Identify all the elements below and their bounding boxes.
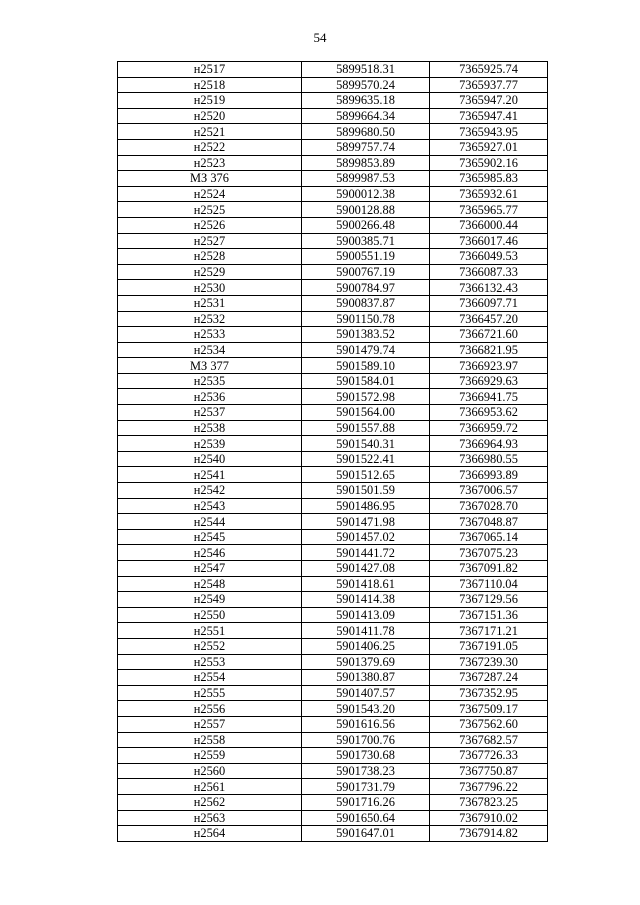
point-name-cell: н2517 bbox=[118, 62, 302, 78]
x-coordinate-cell: 5901572.98 bbox=[302, 389, 430, 405]
table-row bbox=[118, 638, 548, 654]
y-coordinate-cell: 7366980.55 bbox=[430, 451, 548, 467]
point-name-cell: н2546 bbox=[118, 545, 302, 561]
x-coordinate-cell: 5901716.26 bbox=[302, 794, 430, 810]
table-row bbox=[118, 264, 548, 280]
point-name-cell: н2534 bbox=[118, 342, 302, 358]
x-coordinate-cell: 5901486.95 bbox=[302, 498, 430, 514]
point-name-cell: н2527 bbox=[118, 233, 302, 249]
y-coordinate-cell: 7366087.33 bbox=[430, 264, 548, 280]
x-coordinate-cell: 5901380.87 bbox=[302, 670, 430, 686]
point-name-cell: н2535 bbox=[118, 373, 302, 389]
point-name-cell: н2537 bbox=[118, 405, 302, 421]
table-row bbox=[118, 826, 548, 842]
point-name-cell: н2531 bbox=[118, 295, 302, 311]
table-row bbox=[118, 529, 548, 545]
point-name-cell: н2554 bbox=[118, 670, 302, 686]
coordinates-table-body bbox=[118, 62, 548, 842]
x-coordinate-cell: 5901150.78 bbox=[302, 311, 430, 327]
point-name-cell: н2556 bbox=[118, 701, 302, 717]
y-coordinate-cell: 7367075.23 bbox=[430, 545, 548, 561]
point-name-cell: н2524 bbox=[118, 186, 302, 202]
y-coordinate-cell: 7367239.30 bbox=[430, 654, 548, 670]
table-row bbox=[118, 451, 548, 467]
x-coordinate-cell: 5899570.24 bbox=[302, 77, 430, 93]
y-coordinate-cell: 7367028.70 bbox=[430, 498, 548, 514]
table-row bbox=[118, 342, 548, 358]
y-coordinate-cell: 7366929.63 bbox=[430, 373, 548, 389]
point-name-cell: н2557 bbox=[118, 716, 302, 732]
point-name-cell: н2518 bbox=[118, 77, 302, 93]
point-name-cell: н2559 bbox=[118, 748, 302, 764]
y-coordinate-cell: 7366457.20 bbox=[430, 311, 548, 327]
y-coordinate-cell: 7366017.46 bbox=[430, 233, 548, 249]
x-coordinate-cell: 5901730.68 bbox=[302, 748, 430, 764]
table-row bbox=[118, 716, 548, 732]
y-coordinate-cell: 7367091.82 bbox=[430, 561, 548, 577]
x-coordinate-cell: 5901479.74 bbox=[302, 342, 430, 358]
table-row bbox=[118, 810, 548, 826]
table-row bbox=[118, 233, 548, 249]
table-row bbox=[118, 77, 548, 93]
point-name-cell: н2543 bbox=[118, 498, 302, 514]
table-row bbox=[118, 436, 548, 452]
x-coordinate-cell: 5901457.02 bbox=[302, 529, 430, 545]
x-coordinate-cell: 5900767.19 bbox=[302, 264, 430, 280]
point-name-cell: н2540 bbox=[118, 451, 302, 467]
table-row bbox=[118, 295, 548, 311]
x-coordinate-cell: 5901414.38 bbox=[302, 592, 430, 608]
y-coordinate-cell: 7367006.57 bbox=[430, 483, 548, 499]
point-name-cell: МЗ 376 bbox=[118, 171, 302, 187]
point-name-cell: н2548 bbox=[118, 576, 302, 592]
point-name-cell: н2525 bbox=[118, 202, 302, 218]
table-row bbox=[118, 155, 548, 171]
y-coordinate-cell: 7366953.62 bbox=[430, 405, 548, 421]
point-name-cell: н2528 bbox=[118, 249, 302, 265]
y-coordinate-cell: 7366821.95 bbox=[430, 342, 548, 358]
y-coordinate-cell: 7366959.72 bbox=[430, 420, 548, 436]
y-coordinate-cell: 7365925.74 bbox=[430, 62, 548, 78]
point-name-cell: н2526 bbox=[118, 217, 302, 233]
point-name-cell: н2550 bbox=[118, 607, 302, 623]
y-coordinate-cell: 7366000.44 bbox=[430, 217, 548, 233]
y-coordinate-cell: 7367110.04 bbox=[430, 576, 548, 592]
x-coordinate-cell: 5900266.48 bbox=[302, 217, 430, 233]
x-coordinate-cell: 5901650.64 bbox=[302, 810, 430, 826]
table-row bbox=[118, 576, 548, 592]
table-row bbox=[118, 62, 548, 78]
table-row bbox=[118, 779, 548, 795]
y-coordinate-cell: 7367065.14 bbox=[430, 529, 548, 545]
point-name-cell: н2549 bbox=[118, 592, 302, 608]
y-coordinate-cell: 7366049.53 bbox=[430, 249, 548, 265]
table-row bbox=[118, 280, 548, 296]
x-coordinate-cell: 5899680.50 bbox=[302, 124, 430, 140]
x-coordinate-cell: 5901406.25 bbox=[302, 638, 430, 654]
x-coordinate-cell: 5899664.34 bbox=[302, 108, 430, 124]
point-name-cell: н2545 bbox=[118, 529, 302, 545]
table-row bbox=[118, 623, 548, 639]
table-row bbox=[118, 514, 548, 530]
x-coordinate-cell: 5901731.79 bbox=[302, 779, 430, 795]
y-coordinate-cell: 7367352.95 bbox=[430, 685, 548, 701]
point-name-cell: н2555 bbox=[118, 685, 302, 701]
x-coordinate-cell: 5901411.78 bbox=[302, 623, 430, 639]
y-coordinate-cell: 7366923.97 bbox=[430, 358, 548, 374]
y-coordinate-cell: 7365927.01 bbox=[430, 139, 548, 155]
table-row bbox=[118, 327, 548, 343]
y-coordinate-cell: 7367726.33 bbox=[430, 748, 548, 764]
table-row bbox=[118, 592, 548, 608]
x-coordinate-cell: 5900128.88 bbox=[302, 202, 430, 218]
point-name-cell: н2538 bbox=[118, 420, 302, 436]
x-coordinate-cell: 5901512.65 bbox=[302, 467, 430, 483]
x-coordinate-cell: 5901407.57 bbox=[302, 685, 430, 701]
y-coordinate-cell: 7367048.87 bbox=[430, 514, 548, 530]
point-name-cell: МЗ 377 bbox=[118, 358, 302, 374]
x-coordinate-cell: 5901647.01 bbox=[302, 826, 430, 842]
y-coordinate-cell: 7367151.36 bbox=[430, 607, 548, 623]
x-coordinate-cell: 5901738.23 bbox=[302, 763, 430, 779]
x-coordinate-cell: 5900012.38 bbox=[302, 186, 430, 202]
point-name-cell: н2536 bbox=[118, 389, 302, 405]
y-coordinate-cell: 7367823.25 bbox=[430, 794, 548, 810]
table-row bbox=[118, 171, 548, 187]
table-row bbox=[118, 483, 548, 499]
table-row bbox=[118, 217, 548, 233]
x-coordinate-cell: 5900837.87 bbox=[302, 295, 430, 311]
y-coordinate-cell: 7365965.77 bbox=[430, 202, 548, 218]
x-coordinate-cell: 5901522.41 bbox=[302, 451, 430, 467]
table-row bbox=[118, 311, 548, 327]
table-row bbox=[118, 670, 548, 686]
table-row bbox=[118, 373, 548, 389]
y-coordinate-cell: 7367509.17 bbox=[430, 701, 548, 717]
x-coordinate-cell: 5901471.98 bbox=[302, 514, 430, 530]
table-row bbox=[118, 685, 548, 701]
x-coordinate-cell: 5901418.61 bbox=[302, 576, 430, 592]
y-coordinate-cell: 7367910.02 bbox=[430, 810, 548, 826]
x-coordinate-cell: 5901427.08 bbox=[302, 561, 430, 577]
x-coordinate-cell: 5899757.74 bbox=[302, 139, 430, 155]
x-coordinate-cell: 5901540.31 bbox=[302, 436, 430, 452]
x-coordinate-cell: 5901379.69 bbox=[302, 654, 430, 670]
y-coordinate-cell: 7367191.05 bbox=[430, 638, 548, 654]
point-name-cell: н2542 bbox=[118, 483, 302, 499]
point-name-cell: н2532 bbox=[118, 311, 302, 327]
point-name-cell: н2520 bbox=[118, 108, 302, 124]
table-row bbox=[118, 389, 548, 405]
y-coordinate-cell: 7365932.61 bbox=[430, 186, 548, 202]
point-name-cell: н2530 bbox=[118, 280, 302, 296]
y-coordinate-cell: 7365902.16 bbox=[430, 155, 548, 171]
y-coordinate-cell: 7366721.60 bbox=[430, 327, 548, 343]
point-name-cell: н2529 bbox=[118, 264, 302, 280]
x-coordinate-cell: 5900385.71 bbox=[302, 233, 430, 249]
point-name-cell: н2553 bbox=[118, 654, 302, 670]
x-coordinate-cell: 5901441.72 bbox=[302, 545, 430, 561]
y-coordinate-cell: 7366964.93 bbox=[430, 436, 548, 452]
y-coordinate-cell: 7367287.24 bbox=[430, 670, 548, 686]
table-row bbox=[118, 139, 548, 155]
x-coordinate-cell: 5899853.89 bbox=[302, 155, 430, 171]
point-name-cell: н2533 bbox=[118, 327, 302, 343]
x-coordinate-cell: 5901589.10 bbox=[302, 358, 430, 374]
y-coordinate-cell: 7367129.56 bbox=[430, 592, 548, 608]
point-name-cell: н2522 bbox=[118, 139, 302, 155]
y-coordinate-cell: 7365943.95 bbox=[430, 124, 548, 140]
point-name-cell: н2563 bbox=[118, 810, 302, 826]
x-coordinate-cell: 5901543.20 bbox=[302, 701, 430, 717]
point-name-cell: н2523 bbox=[118, 155, 302, 171]
x-coordinate-cell: 5901616.56 bbox=[302, 716, 430, 732]
point-name-cell: н2560 bbox=[118, 763, 302, 779]
table-row bbox=[118, 794, 548, 810]
x-coordinate-cell: 5901383.52 bbox=[302, 327, 430, 343]
point-name-cell: н2562 bbox=[118, 794, 302, 810]
x-coordinate-cell: 5901501.59 bbox=[302, 483, 430, 499]
x-coordinate-cell: 5901557.88 bbox=[302, 420, 430, 436]
y-coordinate-cell: 7367750.87 bbox=[430, 763, 548, 779]
y-coordinate-cell: 7367562.60 bbox=[430, 716, 548, 732]
x-coordinate-cell: 5900784.97 bbox=[302, 280, 430, 296]
point-name-cell: н2521 bbox=[118, 124, 302, 140]
x-coordinate-cell: 5900551.19 bbox=[302, 249, 430, 265]
y-coordinate-cell: 7365985.83 bbox=[430, 171, 548, 187]
point-name-cell: н2552 bbox=[118, 638, 302, 654]
page-number: 54 bbox=[313, 30, 327, 45]
x-coordinate-cell: 5899987.53 bbox=[302, 171, 430, 187]
table-row bbox=[118, 498, 548, 514]
y-coordinate-cell: 7365947.41 bbox=[430, 108, 548, 124]
table-row bbox=[118, 701, 548, 717]
y-coordinate-cell: 7365947.20 bbox=[430, 93, 548, 109]
table-row bbox=[118, 748, 548, 764]
y-coordinate-cell: 7367171.21 bbox=[430, 623, 548, 639]
table-row bbox=[118, 467, 548, 483]
table-row bbox=[118, 202, 548, 218]
coordinates-table bbox=[117, 61, 548, 842]
point-name-cell: н2558 bbox=[118, 732, 302, 748]
y-coordinate-cell: 7366993.89 bbox=[430, 467, 548, 483]
point-name-cell: н2561 bbox=[118, 779, 302, 795]
point-name-cell: н2551 bbox=[118, 623, 302, 639]
point-name-cell: н2539 bbox=[118, 436, 302, 452]
table-row bbox=[118, 545, 548, 561]
table-row bbox=[118, 249, 548, 265]
table-row bbox=[118, 607, 548, 623]
y-coordinate-cell: 7366941.75 bbox=[430, 389, 548, 405]
y-coordinate-cell: 7367682.57 bbox=[430, 732, 548, 748]
point-name-cell: н2544 bbox=[118, 514, 302, 530]
table-row bbox=[118, 358, 548, 374]
y-coordinate-cell: 7367914.82 bbox=[430, 826, 548, 842]
point-name-cell: н2547 bbox=[118, 561, 302, 577]
y-coordinate-cell: 7367796.22 bbox=[430, 779, 548, 795]
point-name-cell: н2519 bbox=[118, 93, 302, 109]
table-row bbox=[118, 93, 548, 109]
table-row bbox=[118, 654, 548, 670]
table-row bbox=[118, 108, 548, 124]
y-coordinate-cell: 7366132.43 bbox=[430, 280, 548, 296]
table-row bbox=[118, 561, 548, 577]
table-row bbox=[118, 763, 548, 779]
y-coordinate-cell: 7365937.77 bbox=[430, 77, 548, 93]
x-coordinate-cell: 5899518.31 bbox=[302, 62, 430, 78]
x-coordinate-cell: 5901700.76 bbox=[302, 732, 430, 748]
table-row bbox=[118, 420, 548, 436]
y-coordinate-cell: 7366097.71 bbox=[430, 295, 548, 311]
point-name-cell: н2564 bbox=[118, 826, 302, 842]
x-coordinate-cell: 5901564.00 bbox=[302, 405, 430, 421]
x-coordinate-cell: 5899635.18 bbox=[302, 93, 430, 109]
x-coordinate-cell: 5901413.09 bbox=[302, 607, 430, 623]
table-row bbox=[118, 124, 548, 140]
point-name-cell: н2541 bbox=[118, 467, 302, 483]
table-row bbox=[118, 405, 548, 421]
table-row bbox=[118, 732, 548, 748]
x-coordinate-cell: 5901584.01 bbox=[302, 373, 430, 389]
table-row bbox=[118, 186, 548, 202]
